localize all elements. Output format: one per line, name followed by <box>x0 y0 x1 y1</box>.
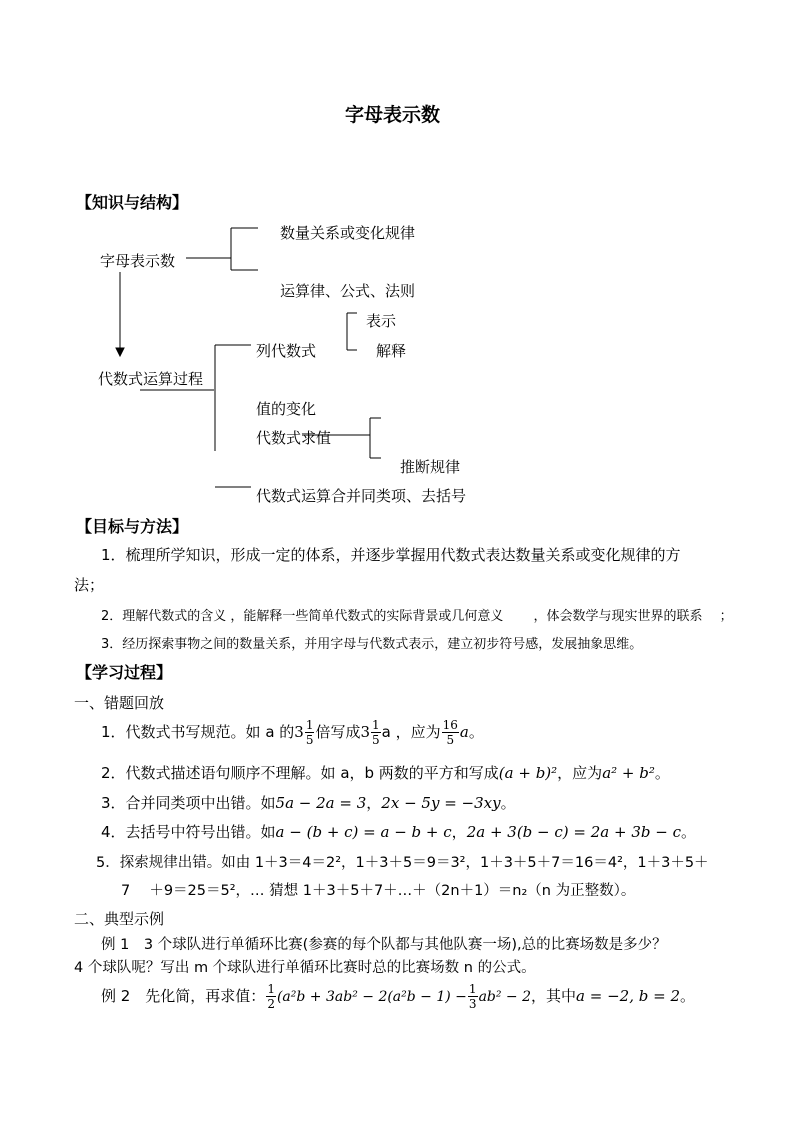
math-expression-part-1: (a²b + 3ab² − 2(a²b − 1) − <box>276 989 467 1005</box>
diagram-branch-quantity: 数量关系或变化规律 <box>280 224 416 242</box>
error-3-separator: ， <box>366 794 382 812</box>
error-4-end: 。 <box>680 823 696 841</box>
section-process-heading: 【学习过程】 <box>76 663 173 682</box>
goal-1-line-2: 法； <box>74 576 105 594</box>
errors-heading: 一、错题回放 <box>74 694 165 712</box>
math-condition: a = −2, b = 2 <box>576 987 680 1005</box>
fraction-numerator: 1 <box>267 982 275 996</box>
fraction-denominator: 5 <box>372 733 380 747</box>
fraction-sixteen-fifths <box>442 719 459 746</box>
error-2-text-a: 2．代数式描述语句顺序不理解。如 a，b 两数的平方和写成 <box>101 764 499 782</box>
goal-2: 2．理解代数式的含义 ，能解释一些简单代数式的实际背景或几何意义 ，体会数学与现实世界的联系 ； <box>101 609 733 624</box>
error-4 <box>101 821 696 842</box>
math-square-of-sum: (a + b)² <box>498 764 558 782</box>
math-sum-of-squares: a² + b² <box>602 764 655 782</box>
fraction-denominator: 2 <box>267 997 275 1011</box>
example-2-end: 。 <box>680 987 696 1005</box>
page-title: 字母表示数 <box>345 104 441 126</box>
mixed-number-whole: 3 <box>294 723 304 741</box>
error-5-line-1: 5．探索规律出错。如由 1＋3＝4＝2²，1＋3＋5＝9＝3²，1＋3＋5＋7＝16＝4²，1＋3＋5＋ <box>96 855 709 871</box>
error-4-separator: ， <box>451 823 467 841</box>
diagram-sub-infer-rule: 推断规律 <box>400 458 461 476</box>
fraction-one-fifth <box>305 719 315 746</box>
example-1-line-2: 4 个球队呢？写出 m 个球队进行单循环比赛时总的比赛场数 n 的公式。 <box>74 960 536 976</box>
error-1-text-b: 倍写成 <box>315 723 361 741</box>
examples-heading: 二、典型示例 <box>74 910 165 928</box>
fraction-one-half <box>266 983 276 1010</box>
error-1 <box>101 714 484 750</box>
diagram-sub-explain: 解释 <box>376 342 407 360</box>
error-2-text-b: ，应为 <box>557 764 603 782</box>
math-wrong-bracket-2: 2a + 3(b − c) = 2a + 3b − c <box>466 823 681 841</box>
math-wrong-combine-1: 5a − 2a = 3 <box>275 794 367 812</box>
diagram-branch-laws: 运算律、公式、法则 <box>280 282 416 300</box>
error-3-text: 3．合并同类项中出错。如 <box>101 794 276 812</box>
example-1-line-1: 例 1 3 个球队进行单循环比赛(参赛的每个队都与其他队赛一场),总的比赛场数是多少？ <box>101 937 667 953</box>
error-2-text-c: 。 <box>654 764 670 782</box>
diagram-root: 字母表示数 <box>100 252 176 270</box>
goal-3: 3．经历探索事物之间的数量关系，并用字母与代数式表示，建立初步符号感，发展抽象思维。 <box>101 637 643 652</box>
math-wrong-bracket-1: a − (b + c) = a − b + c <box>275 823 452 841</box>
error-3 <box>101 792 516 813</box>
diagram-sub-represent: 表示 <box>366 312 397 330</box>
math-wrong-combine-2: 2x − 5y = −3xy <box>381 794 501 812</box>
section-knowledge-heading: 【知识与结构】 <box>76 193 189 212</box>
diagram-node-operation: 代数式运算过程 <box>98 370 204 388</box>
error-3-end: 。 <box>500 794 516 812</box>
diagram-sub-list-expression: 列代数式 <box>256 342 317 360</box>
example-2-where: ，其中 <box>531 987 577 1005</box>
fraction-one-third <box>468 983 478 1010</box>
section-goals-heading: 【目标与方法】 <box>76 517 189 536</box>
fraction-denominator: 5 <box>446 733 455 747</box>
fraction-one-fifth <box>371 719 381 746</box>
example-2 <box>101 976 695 1017</box>
error-1-text-d: 。 <box>468 723 484 741</box>
error-5-line-2: 7 ＋9＝25＝5²，… 猜想 1＋3＋5＋7＋…＋（2n＋1）＝n₂（n 为正整数）。 <box>121 883 636 899</box>
diagram-sub-evaluate: 代数式求值 <box>256 429 332 447</box>
fraction-denominator: 5 <box>305 733 314 747</box>
diagram-sub-value-change: 值的变化 <box>256 400 317 418</box>
fraction-denominator: 3 <box>468 997 477 1011</box>
error-2 <box>101 762 670 783</box>
fraction-numerator: 1 <box>372 718 380 732</box>
error-1-text-a: 1．代数式书写规范。如 a 的 <box>101 723 295 741</box>
error-4-text: 4．去括号中符号出错。如 <box>101 823 276 841</box>
diagram-sub-combine: 代数式运算合并同类项、去括号 <box>256 487 467 505</box>
fraction-numerator: 1 <box>468 982 477 996</box>
mixed-number-whole: 3 <box>360 723 371 741</box>
math-expression-part-2: ab² − 2 <box>478 989 532 1005</box>
error-1-text-c: a ，应为 <box>381 723 441 741</box>
example-2-text: 例 2 先化简，再求值： <box>101 987 266 1005</box>
fraction-numerator: 16 <box>442 718 458 732</box>
variable-a: a <box>459 723 469 741</box>
goal-1-line-1: 1．梳理所学知识，形成一定的体系，并逐步掌握用代数式表达数量关系或变化规律的方 <box>101 546 681 564</box>
fraction-numerator: 1 <box>305 718 314 732</box>
